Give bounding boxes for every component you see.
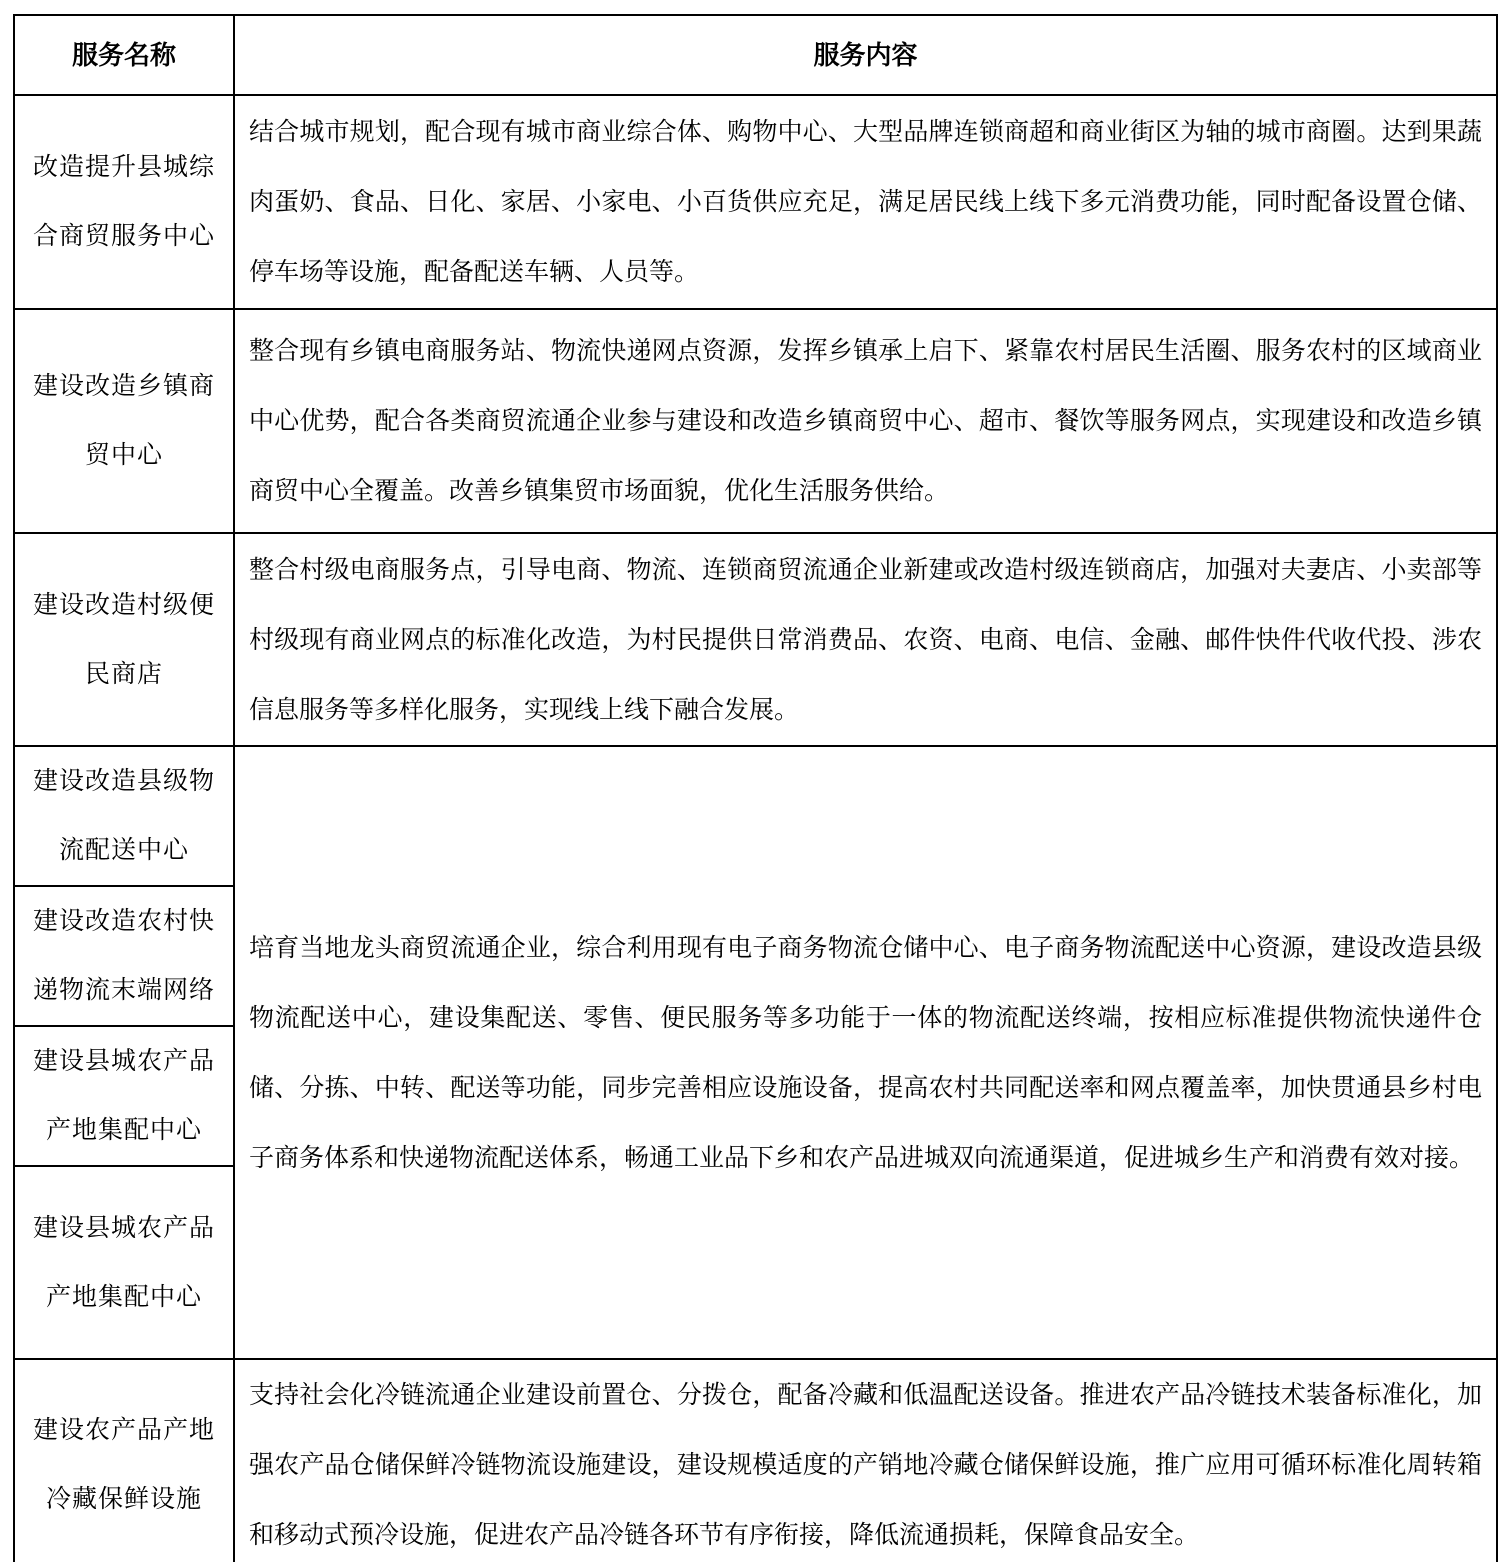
service-name-cell: 建设改造乡镇商贸中心 — [14, 309, 234, 533]
service-name-cell: 建设农产品产地冷藏保鲜设施 — [14, 1359, 234, 1562]
header-service-content: 服务内容 — [234, 15, 1497, 95]
merged-service-content-cell: 培育当地龙头商贸流通企业，综合利用现有电子商务物流仓储中心、电子商务物流配送中心资源，建设改造县级物流配送中心，建设集配送、零售、便民服务等多功能于一体的物流配送终端，按相应标准提供物流快递件仓储、分拣、中转、配送等功能，同步完善相应设施设备，提高农村共同配送率和网点覆盖率，加快贯通县乡村电子商务体系和快递物流配送体系，畅通工业品下乡和农产品进城双向流通渠道，促进城乡生产和消费有效对接。 — [234, 746, 1497, 1359]
service-name-cell: 建设县城农产品产地集配中心 — [14, 1026, 234, 1166]
service-name-cell: 建设改造县级物流配送中心 — [14, 746, 234, 886]
service-name-cell: 建设改造村级便民商店 — [14, 533, 234, 746]
service-name-cell: 改造提升县城综合商贸服务中心 — [14, 95, 234, 309]
table-row — [14, 533, 1497, 746]
service-name-cell: 建设改造农村快递物流末端网络 — [14, 886, 234, 1026]
service-name-cell: 建设县城农产品产地集配中心 — [14, 1166, 234, 1359]
header-service-name: 服务名称 — [14, 15, 234, 95]
header-row — [14, 15, 1497, 95]
table-row — [14, 746, 1497, 886]
table-row — [14, 95, 1497, 309]
table-row — [14, 309, 1497, 533]
service-content-cell: 整合现有乡镇电商服务站、物流快递网点资源，发挥乡镇承上启下、紧靠农村居民生活圈、服务农村的区域商业中心优势，配合各类商贸流通企业参与建设和改造乡镇商贸中心、超市、餐饮等服务网点，实现建设和改造乡镇商贸中心全覆盖。改善乡镇集贸市场面貌，优化生活服务供给。 — [234, 309, 1497, 533]
services-table — [13, 14, 1498, 1562]
service-content-cell: 支持社会化冷链流通企业建设前置仓、分拨仓，配备冷藏和低温配送设备。推进农产品冷链技术装备标准化，加强农产品仓储保鲜冷链物流设施建设，建设规模适度的产销地冷藏仓储保鲜设施，推广应用可循环标准化周转箱和移动式预冷设施，促进农产品冷链各环节有序衔接，降低流通损耗，保障食品安全。 — [234, 1359, 1497, 1562]
service-content-cell: 结合城市规划，配合现有城市商业综合体、购物中心、大型品牌连锁商超和商业街区为轴的城市商圈。达到果蔬肉蛋奶、食品、日化、家居、小家电、小百货供应充足，满足居民线上线下多元消费功能，同时配备设置仓储、停车场等设施，配备配送车辆、人员等。 — [234, 95, 1497, 309]
service-content-cell: 整合村级电商服务点，引导电商、物流、连锁商贸流通企业新建或改造村级连锁商店，加强对夫妻店、小卖部等村级现有商业网点的标准化改造，为村民提供日常消费品、农资、电商、电信、金融、邮件快件代收代投、涉农信息服务等多样化服务，实现线上线下融合发展。 — [234, 533, 1497, 746]
table-row — [14, 1359, 1497, 1562]
